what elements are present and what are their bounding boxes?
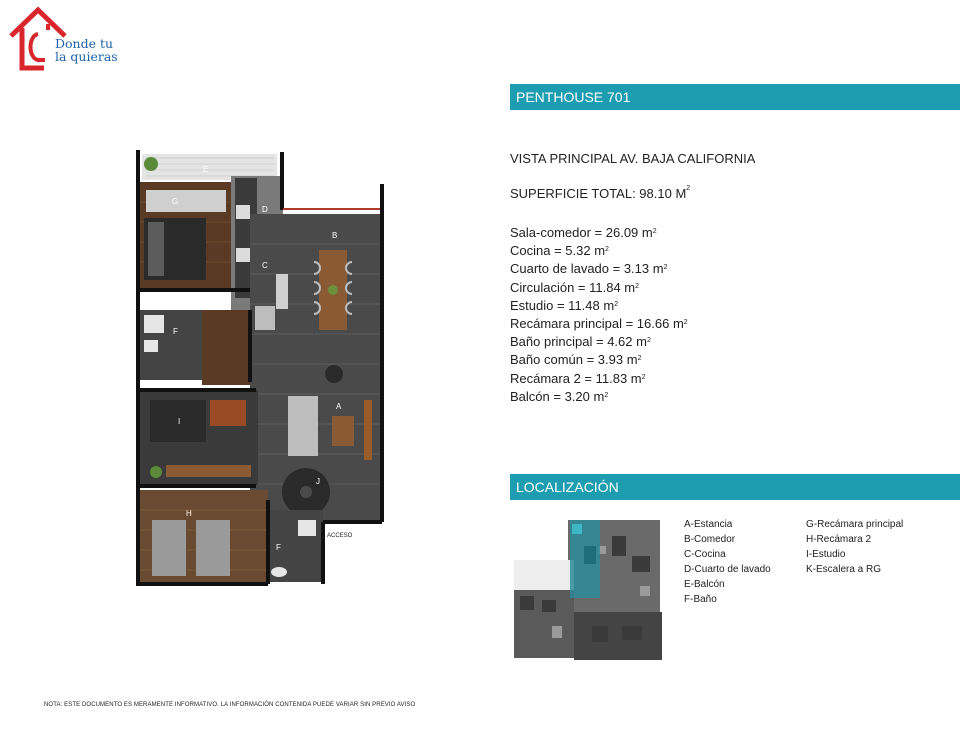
area-text: Circulación = 11.84 m — [510, 279, 636, 295]
area-item — [510, 315, 688, 333]
acceso-label: ACCESO — [327, 533, 353, 539]
legend-item: E-Balcón — [684, 579, 725, 590]
company-logo — [8, 6, 148, 72]
plan-label-e: E — [203, 165, 209, 174]
plan-label-c: C — [262, 261, 268, 270]
logo-text — [55, 37, 118, 63]
area-item — [510, 370, 688, 388]
area-unit: 2 — [605, 246, 609, 254]
area-item — [510, 351, 688, 369]
location-key-plan — [512, 516, 664, 661]
legend-column-2 — [806, 517, 903, 577]
plan-label-b: B — [332, 231, 338, 240]
armchairs-icon — [210, 400, 246, 426]
plant-icon — [144, 157, 158, 171]
disclaimer-note: NOTA: ESTE DOCUMENTO ES MERAMENTE INFORMATIVO. LA INFORMACIÓN CONTENIDA PUEDE VARIAR SIN PREVIO AVISO — [44, 702, 416, 708]
area-unit: 2 — [652, 228, 657, 235]
legend-item: K-Escalera a RG — [806, 564, 882, 575]
legend-item: A-Estancia — [684, 519, 733, 530]
legend-item: I-Estudio — [806, 549, 846, 560]
vista-principal: VISTA PRINCIPAL AV. BAJA CALIFORNIA — [510, 151, 756, 166]
area-list — [510, 224, 688, 406]
plan-label-a: A — [336, 402, 342, 411]
localizacion-title-bar: LOCALIZACIÓN — [510, 474, 960, 500]
area-unit: 2 — [635, 282, 640, 290]
area-unit: 2 — [614, 300, 619, 308]
area-item — [510, 333, 688, 351]
area-text: Baño común = 3.93 m — [510, 352, 638, 368]
logo-line-1: Donde tu — [55, 36, 114, 51]
area-text: Cocina = 5.32 m — [510, 243, 606, 259]
legend-item: H-Recámara 2 — [806, 534, 872, 545]
area-text: Balcón = 3.20 m — [510, 388, 605, 404]
area-text: Recámara principal = 16.66 m — [510, 316, 684, 332]
plan-label-g: G — [172, 197, 179, 206]
legend-item: C-Cocina — [684, 549, 726, 560]
legend-item: G-Recámara principal — [806, 519, 904, 530]
area-unit: 2 — [637, 355, 642, 363]
area-item — [510, 388, 688, 406]
area-text: Sala-comedor = 26.09 m — [510, 225, 653, 240]
plan-label-i: I — [178, 417, 181, 426]
plan-label-j: J — [316, 477, 320, 486]
area-text: Estudio = 11.48 m — [510, 297, 615, 313]
logo-line-2: la quieras — [55, 49, 118, 64]
area-item — [510, 279, 688, 297]
area-text: Recámara 2 = 11.83 m — [510, 370, 642, 386]
living-sofa-icon — [288, 396, 318, 456]
plan-label-f1: F — [173, 327, 178, 336]
area-item — [510, 297, 688, 315]
area-item — [510, 242, 688, 260]
area-item — [510, 260, 688, 278]
plan-label-f2: F — [276, 543, 281, 552]
bed-h1-icon — [152, 520, 186, 576]
superficie-unit: 2 — [686, 185, 691, 192]
plan-label-d: D — [262, 205, 268, 214]
plan-label-h: H — [186, 509, 192, 518]
area-item — [510, 224, 688, 242]
superficie-total — [510, 186, 690, 201]
legend-item: F-Baño — [684, 594, 717, 605]
legend-column-1 — [684, 517, 771, 607]
bed-h2-icon — [196, 520, 230, 576]
area-unit: 2 — [641, 373, 646, 381]
area-unit: 2 — [604, 391, 609, 399]
area-unit: 2 — [646, 337, 651, 345]
penthouse-title-bar: PENTHOUSE 701 — [510, 84, 960, 110]
legend-item: B-Comedor — [684, 534, 736, 545]
legend-item: D-Cuarto de lavado — [684, 564, 771, 575]
area-unit: 2 — [663, 264, 668, 272]
floor-plan — [136, 150, 386, 586]
sink-icon — [236, 205, 250, 219]
area-text: Baño principal = 4.62 m — [510, 334, 647, 350]
toilet-icon — [144, 315, 164, 333]
area-unit: 2 — [683, 319, 688, 327]
superficie-label: SUPERFICIE TOTAL: 98.10 M — [510, 186, 687, 201]
area-text: Cuarto de lavado = 3.13 m — [510, 261, 664, 277]
